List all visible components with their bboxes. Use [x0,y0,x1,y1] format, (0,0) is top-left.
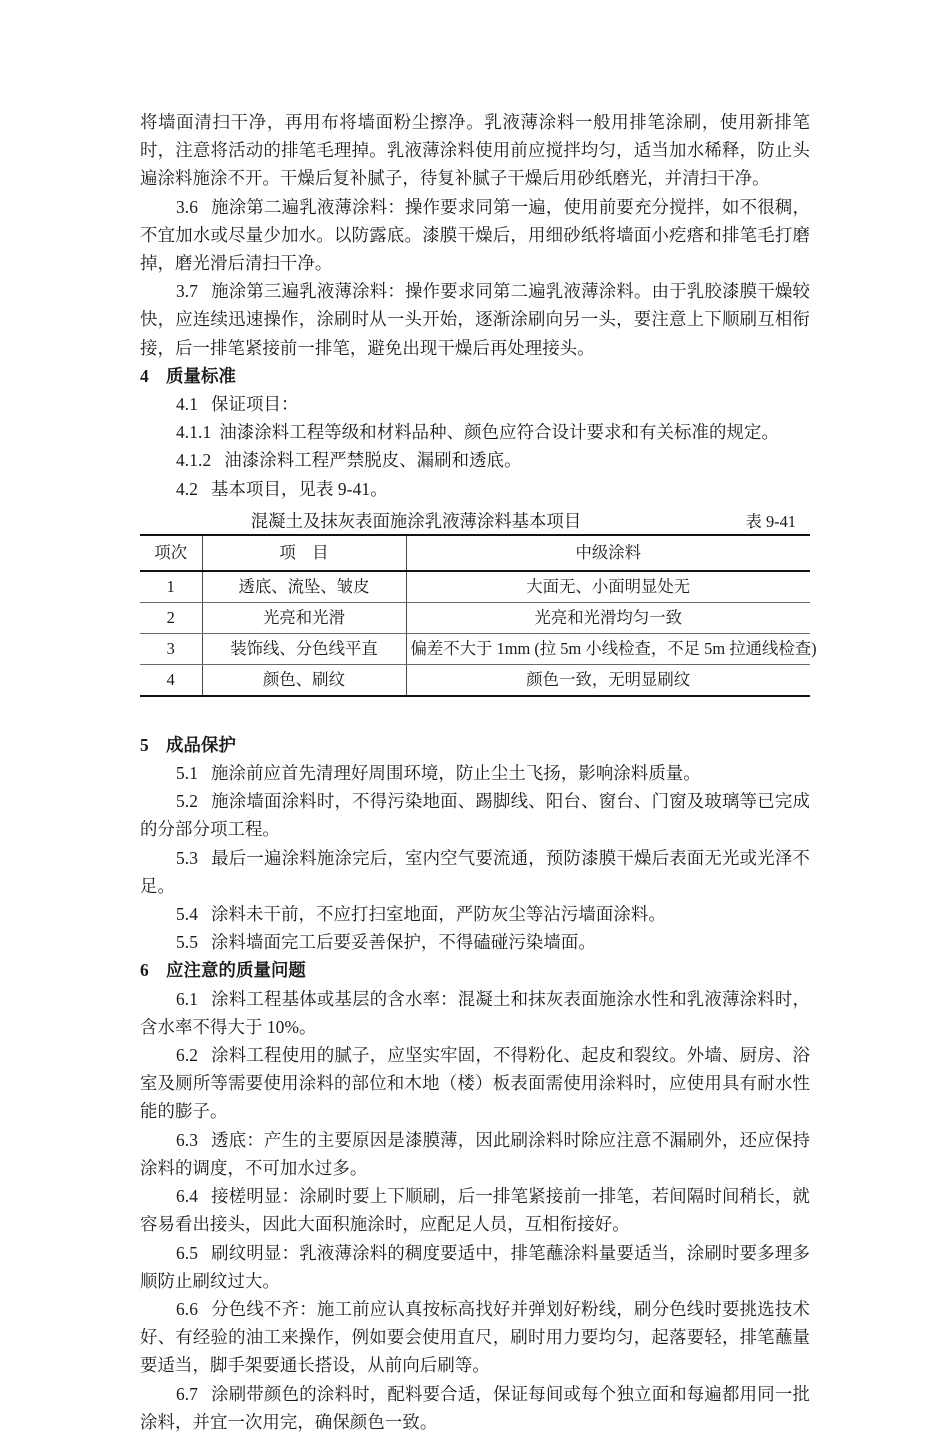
clause-5-2 [140,787,810,843]
table-header-item: 项 目 [202,535,406,571]
clause-6-6-text: 分色线不齐：施工前应认真按标高找好并弹划好粉线，刷分色线时要挑选技术好、有经验的油工来操作，例如要会使用直尺，刷时用力要均匀，起落要轻，排笔蘸量要适当，脚手架要通长搭设，从前向后刷等。 [140,1298,810,1376]
clause-6-3-number: 6.3 [176,1129,199,1150]
table-cell-no: 3 [140,633,202,664]
table-header-row [140,535,810,571]
heading-section-6-title: 应注意的质量问题 [166,960,306,981]
clause-6-1 [140,985,810,1041]
clause-4-1-2 [140,446,810,474]
heading-section-5-number: 5 [140,734,149,755]
table-cell-no: 2 [140,602,202,633]
clause-4-1-2-number: 4.1.2 [176,450,212,471]
clause-5-5 [140,928,810,956]
clause-3-6-number: 3.6 [176,196,199,217]
clause-6-7-number: 6.7 [176,1383,199,1404]
clause-3-7-text: 施涂第三遍乳液薄涂料：操作要求同第二遍乳液薄涂料。由于乳胶漆膜干燥较快，应连续迅速操作，涂刷时从一头开始，逐渐涂刷向另一头，要注意上下顺刷互相衔接，后一排笔紧接前一排笔，避免出现干燥后再处理接头。 [140,281,810,358]
heading-section-4 [140,362,810,390]
table-row [140,664,810,696]
clause-6-2-text: 涂料工程使用的腻子，应坚实牢固，不得粉化、起皮和裂纹。外墙、厨房、浴室及厕所等需要使用涂料的部位和木地（楼）板表面需使用涂料时，应使用具有耐水性能的膨子。 [140,1045,810,1122]
heading-section-6-number: 6 [140,960,149,981]
table-header-no: 项次 [140,535,202,571]
clause-6-1-number: 6.1 [176,988,199,1009]
clause-6-4 [140,1182,810,1238]
table-cell-item: 颜色、刷纹 [202,664,406,696]
clause-4-1 [140,390,810,418]
clause-6-7-text: 涂刷带颜色的涂料时，配料要合适，保证每间或每个独立面和每遍都用同一批涂料，并宜一次用完，确保颜色一致。 [140,1383,810,1432]
clause-4-1-2-text: 油漆涂料工程严禁脱皮、漏刷和透底。 [224,450,522,471]
table-cell-item: 光亮和光滑 [202,602,406,633]
clause-5-1-text: 施涂前应首先清理好周围环境，防止尘土飞扬，影响涂料质量。 [211,763,701,784]
heading-section-4-title: 质量标准 [166,365,236,386]
clause-5-1-number: 5.1 [176,763,199,784]
clause-6-2 [140,1041,810,1126]
clause-5-4-number: 5.4 [176,904,199,925]
table-title: 混凝土及抹灰表面施涂乳液薄涂料基本项目 [250,510,582,531]
table-cell-grade: 光亮和光滑均匀一致 [406,602,810,633]
intro-paragraph: 将墙面清扫干净，再用布将墙面粉尘擦净。乳液薄涂料一般用排笔涂刷，使用新排笔时，注意将活动的排笔毛理掉。乳液薄涂料使用前应搅拌均匀，适当加水稀释，防止头遍涂料施涂不开。干燥后复补腻子，待复补腻子干燥后用砂纸磨光，并清扫干净。 [140,112,810,189]
clause-3-7-number: 3.7 [176,281,199,302]
table-cell-no: 4 [140,664,202,696]
table-row [140,571,810,603]
clause-3-6 [140,193,810,278]
clause-4-1-1-number: 4.1.1 [176,422,212,443]
clause-6-5 [140,1239,810,1295]
clause-6-3-text: 透底：产生的主要原因是漆膜薄，因此刷涂料时除应注意不漏刷外，还应保持涂料的调度，不可加水过多。 [140,1129,810,1178]
basic-items-table [140,534,817,697]
clause-6-6-number: 6.6 [176,1298,199,1319]
clause-5-5-number: 5.5 [176,932,199,953]
table-cell-grade: 颜色一致，无明显刷纹 [406,664,810,696]
table-cell-no: 1 [140,571,202,603]
table-header-grade: 中级涂料 [406,535,810,571]
clause-4-2-number: 4.2 [176,478,199,499]
clause-6-5-text: 刷纹明显：乳液薄涂料的稠度要适中，排笔蘸涂料量要适当，涂刷时要多理多顺防止刷纹过大。 [140,1242,810,1291]
clause-6-4-text: 接槎明显：涂刷时要上下顺刷，后一排笔紧接前一排笔，若间隔时间稍长，就容易看出接头，因此大面积施涂时，应配足人员，互相衔接好。 [140,1186,810,1235]
table-number: 表 9-41 [745,511,796,531]
clause-5-2-text: 施涂墙面涂料时，不得污染地面、踢脚线、阳台、窗台、门窗及玻璃等已完成的分部分项工程。 [140,791,810,840]
clause-5-3 [140,844,810,900]
clause-5-1 [140,759,810,787]
table-caption-row [140,509,810,534]
clause-5-4-text: 涂料未干前，不应打扫室地面，严防灰尘等沾污墙面涂料。 [211,904,666,925]
table-row [140,602,810,633]
clause-6-7 [140,1380,810,1436]
clause-4-1-number: 4.1 [176,394,199,415]
clause-5-4 [140,900,810,928]
clause-4-2-text: 基本项目，见表 9-41。 [211,478,388,499]
table-cell-grade: 偏差不大于 1mm (拉 5m 小线检查，不足 5m 拉通线检查) [406,633,810,664]
clause-6-6 [140,1295,810,1380]
clause-4-1-text: 保证项目： [211,394,299,415]
clause-6-4-number: 6.4 [176,1186,199,1207]
clause-4-1-1 [140,418,810,446]
clause-5-3-text: 最后一遍涂料施涂完后，室内空气要流通，预防漆膜干燥后表面无光或光泽不足。 [140,847,810,896]
heading-section-5 [140,731,810,759]
clause-5-5-text: 涂料墙面完工后要妥善保护，不得磕碰污染墙面。 [211,932,596,953]
clause-6-5-number: 6.5 [176,1242,199,1263]
clause-5-3-number: 5.3 [176,847,199,868]
clause-3-6-text: 施涂第二遍乳液薄涂料：操作要求同第一遍，使用前要充分搅拌，如不很稠，不宜加水或尽量少加水。以防露底。漆膜干燥后，用细砂纸将墙面小疙瘩和排笔毛打磨掉，磨光滑后清扫干净。 [140,196,810,274]
table-cell-grade: 大面无、小面明显处无 [406,571,810,603]
basic-items-table-block [140,509,817,697]
clause-6-3 [140,1126,810,1182]
page-content [140,108,817,1436]
heading-section-4-number: 4 [140,365,149,386]
clause-6-1-text: 涂料工程基体或基层的含水率：混凝土和抹灰表面施涂水性和乳液薄涂料时，含水率不得大于 10%。 [140,988,810,1037]
heading-section-5-title: 成品保护 [166,734,236,755]
clause-5-2-number: 5.2 [176,791,199,812]
table-row [140,633,810,664]
clause-6-2-number: 6.2 [176,1045,199,1066]
heading-section-6 [140,956,810,984]
table-cell-item: 透底、流坠、皱皮 [202,571,406,603]
table-cell-item: 装饰线、分色线平直 [202,633,406,664]
clause-3-7 [140,277,810,362]
clause-4-2 [140,475,810,503]
clause-4-1-1-text: 油漆涂料工程等级和材料品种、颜色应符合设计要求和有关标准的规定。 [219,422,779,443]
